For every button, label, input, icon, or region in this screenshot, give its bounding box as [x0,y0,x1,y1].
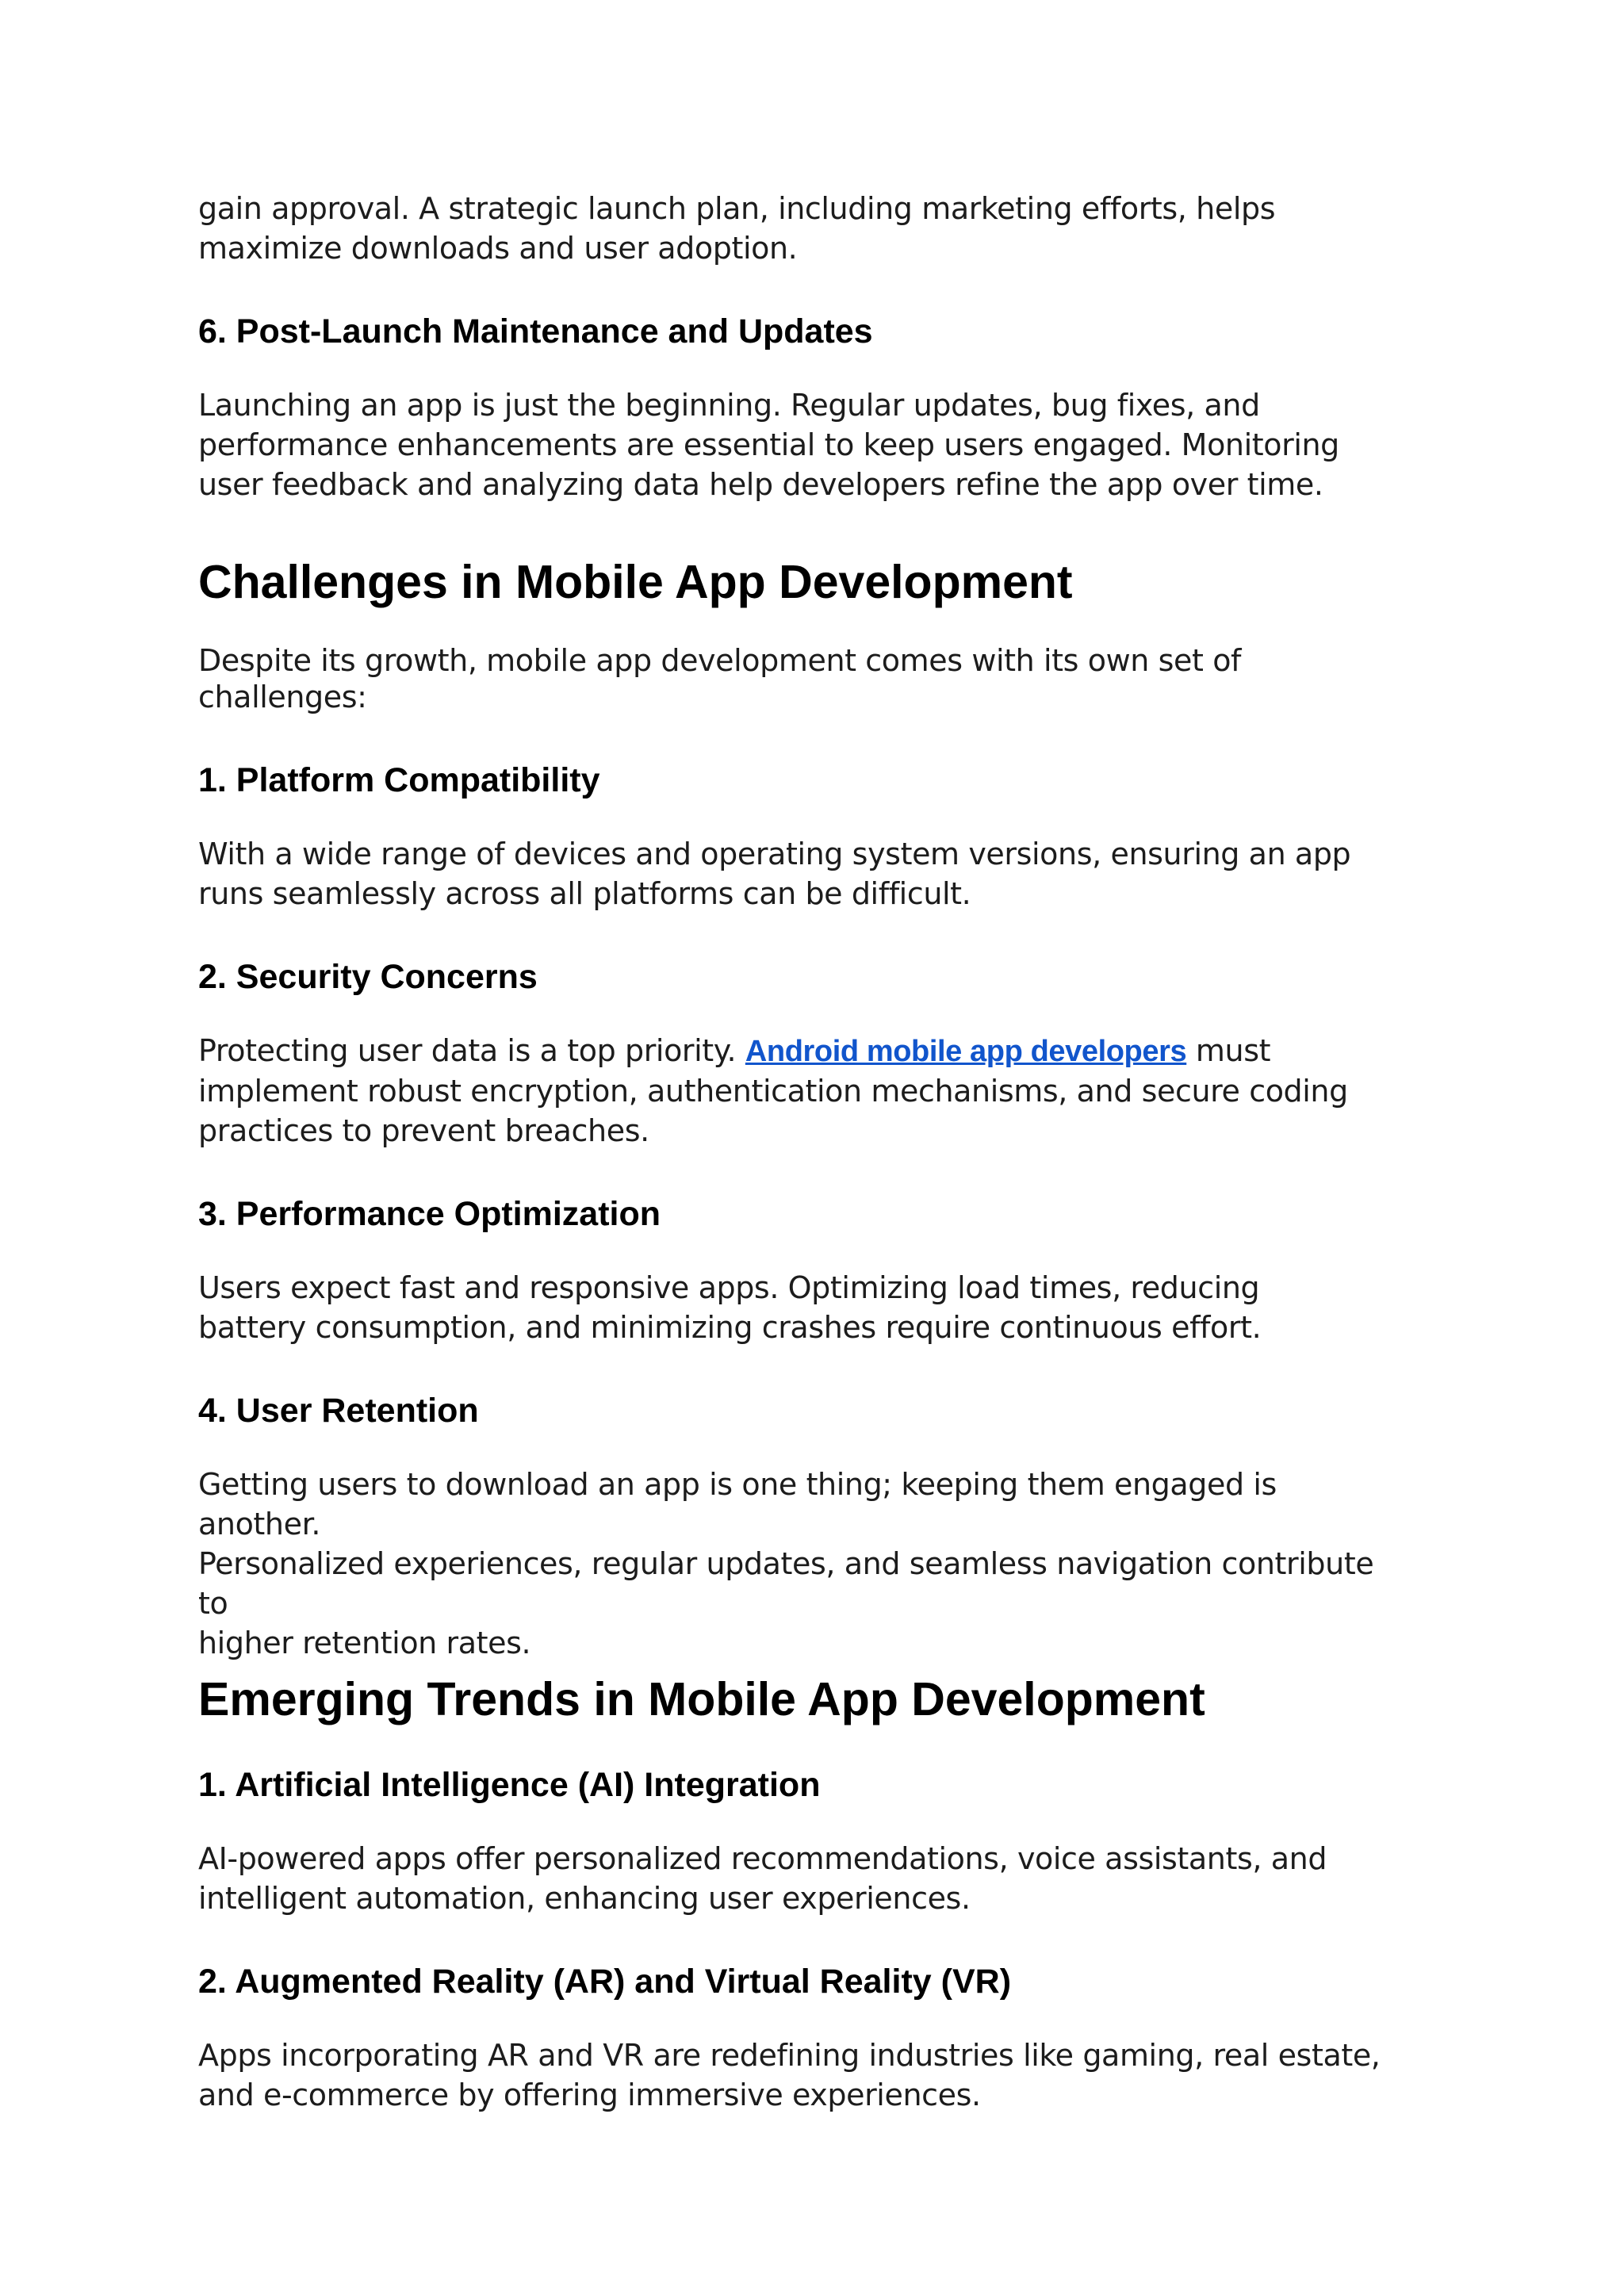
ai-integration-paragraph [198,1839,1388,1918]
post-launch-heading: 6. Post-Launch Maintenance and Updates [198,312,873,350]
post-launch-line-3: user feedback and analyzing data help developers refine the app over time. [198,467,1323,502]
performance-optimization-line-1: Users expect fast and responsive apps. Optimizing load times, reducing [198,1270,1260,1305]
ar-vr-heading: 2. Augmented Reality (AR) and Virtual Reality (VR) [198,1963,1012,2001]
performance-optimization-heading: 3. Performance Optimization [198,1195,661,1233]
platform-compatibility-line-2: runs seamlessly across all platforms can be difficult. [198,876,971,911]
ai-integration-line-2: intelligent automation, enhancing user experiences. [198,1881,971,1916]
platform-compatibility-paragraph [198,834,1388,913]
intro-line-2: maximize downloads and user adoption. [198,231,798,266]
performance-optimization-line-2: battery consumption, and minimizing crashes require continuous effort. [198,1310,1262,1345]
security-concerns-line-1-end: must [1186,1033,1271,1068]
ar-vr-paragraph [198,2035,1388,2115]
security-concerns-line-3: practices to prevent breaches. [198,1113,649,1148]
user-retention-line-3: higher retention rates. [198,1626,531,1660]
post-launch-paragraph [198,385,1388,504]
platform-compatibility-line-1: With a wide range of devices and operating system versions, ensuring an app [198,837,1351,871]
document-content [198,189,1388,2115]
security-concerns-line-2: implement robust encryption, authentication mechanisms, and secure coding [198,1074,1348,1109]
ai-integration-heading: 1. Artificial Intelligence (AI) Integration [198,1766,821,1804]
challenges-intro-line-2: challenges: [198,680,367,714]
ar-vr-line-2: and e-commerce by offering immersive experiences. [198,2078,981,2112]
trends-title: Emerging Trends in Mobile App Development [198,1673,1205,1725]
performance-optimization-paragraph [198,1268,1388,1347]
user-retention-heading: 4. User Retention [198,1392,479,1430]
ar-vr-line-1: Apps incorporating AR and VR are redefining industries like gaming, real estate, [198,2038,1381,2073]
challenges-intro-paragraph [198,642,1388,715]
user-retention-paragraph [198,1465,1388,1663]
intro-line-1: gain approval. A strategic launch plan, including marketing efforts, helps [198,191,1276,226]
android-developers-link[interactable]: Android mobile app developers [745,1035,1187,1068]
ai-integration-line-1: AI-powered apps offer personalized recommendations, voice assistants, and [198,1841,1327,1876]
challenges-title: Challenges in Mobile App Development [198,556,1073,608]
intro-paragraph [198,189,1388,268]
challenges-intro-line-1: Despite its growth, mobile app development comes with its own set of [198,643,1242,678]
security-concerns-paragraph [198,1031,1388,1151]
security-concerns-heading: 2. Security Concerns [198,958,538,996]
security-concerns-line-1-start: Protecting user data is a top priority. [198,1033,745,1068]
platform-compatibility-heading: 1. Platform Compatibility [198,761,600,799]
post-launch-line-2: performance enhancements are essential to keep users engaged. Monitoring [198,427,1339,462]
user-retention-line-2: Personalized experiences, regular updates, and seamless navigation contribute to [198,1546,1374,1621]
post-launch-line-1: Launching an app is just the beginning. Regular updates, bug fixes, and [198,388,1260,423]
user-retention-line-1: Getting users to download an app is one thing; keeping them engaged is another. [198,1467,1277,1541]
